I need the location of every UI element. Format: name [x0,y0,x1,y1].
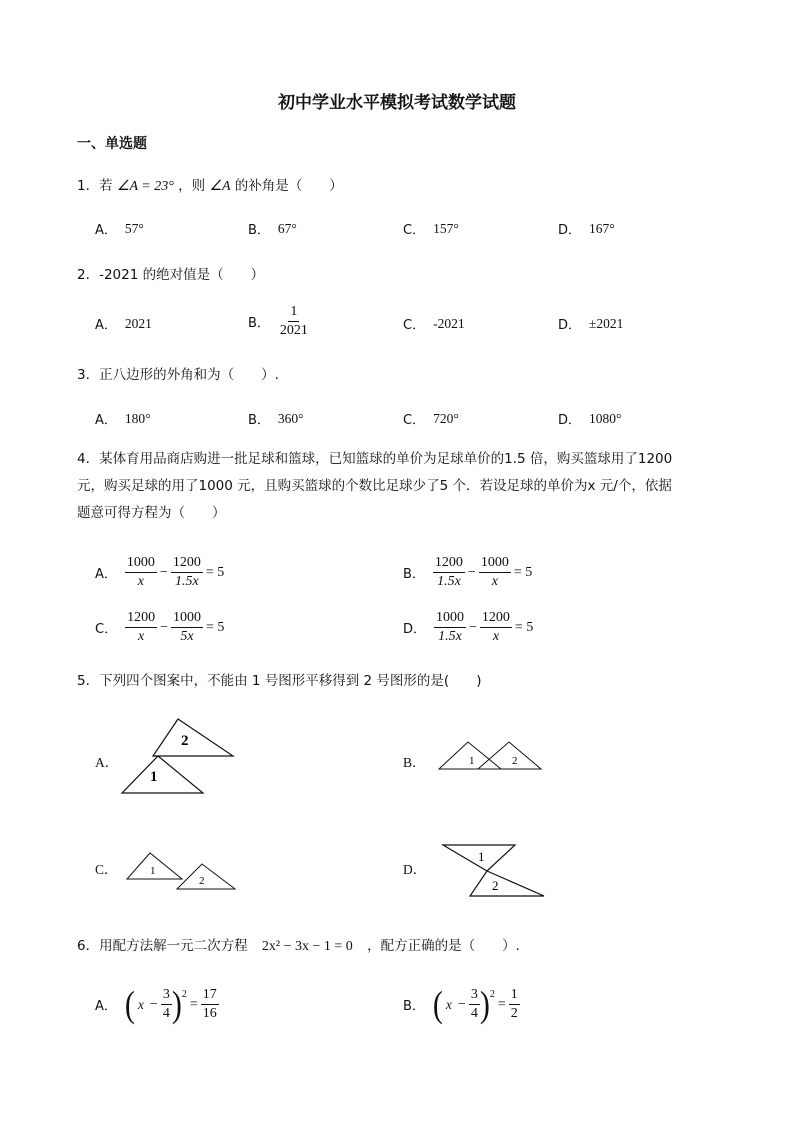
q1-option-d[interactable]: D． 167° [558,220,615,238]
q2-option-b[interactable]: B． $\frac{1}{2021}$ [248,304,308,338]
q2-option-d[interactable]: D． ±2021 [558,315,624,333]
question-4-stem [77,446,717,527]
q1-option-b[interactable]: B． 67° [248,220,297,238]
svg-text:2: 2 [181,733,189,749]
q1-option-c[interactable]: C． 157° [403,220,459,238]
q1-mid: ，则 [178,178,206,194]
q1-option-a[interactable]: A． 57° [95,220,144,238]
page-title: 初中学业水平模拟考试数学试题 [278,93,516,113]
q1-angle: ∠A = 23° [116,179,174,194]
q3-option-a[interactable]: A． 180° [95,410,151,428]
q4-line-2: 元，购买足球的用了1000 元，且购买篮球的个数比足球少了5 个．若设足球的单价为x 元/个，依据 [77,478,672,494]
q4-option-c[interactable]: C． $\frac{1200}{x}$ − $\frac{1000}{5x}$ = 5 [95,610,225,644]
q5-option-c-label[interactable]: C． [95,862,118,877]
q5-figure-a [118,716,238,796]
svg-text:1: 1 [150,865,156,877]
q4-option-a[interactable]: A． $\frac{1000}{x}$ − $\frac{1200}{1.5x}$ = 5 [95,555,225,589]
q2-option-c[interactable]: C． -2021 [403,315,465,333]
q2-fraction: $\frac{1}{2021}$ [279,304,308,338]
q3-option-d[interactable]: D． 1080° [558,410,622,428]
question-3-stem: 3．正八边形的外角和为（ ）. [77,367,279,383]
q5-figure-d [440,842,548,900]
q5-option-b-label[interactable]: B． [403,755,426,770]
question-1-stem [77,174,343,195]
q1-tail: 的补角是（ ） [234,178,343,194]
section-header: 一、单选题 [77,136,147,152]
q1-number: 1．若 [77,178,113,194]
svg-text:1: 1 [478,849,485,864]
q5-option-d-label[interactable]: D． [403,862,427,877]
q5-option-a-label[interactable]: A． [95,755,119,770]
svg-text:1: 1 [469,755,475,767]
question-6-stem [77,934,520,955]
q5-figure-b [436,739,544,773]
svg-text:2: 2 [492,878,499,893]
svg-text:1: 1 [150,769,158,785]
q2-option-a[interactable]: A． 2021 [95,315,152,333]
q4-line-3: 题意可得方程为（ ） [77,505,226,521]
svg-text:2: 2 [512,755,518,767]
question-5-stem: 5．下列四个图案中，不能由 1 号图形平移得到 2 号图形的是( ) [77,673,482,689]
q6-option-b[interactable]: B． ( x − $\frac{3}{4}$ ) $^2$ = $\frac{1}{2}$ [403,983,518,1025]
q6-equation: 2x² − 3x − 1 = 0 [261,939,353,954]
question-2-stem: 2．-2021 的绝对值是（ ） [77,267,265,283]
q3-option-b[interactable]: B． 360° [248,410,304,428]
q4-line-1: 4．某体育用品商店购进一批足球和篮球，已知篮球的单价为足球单价的1.5 倍，购买篮球用了1200 [77,451,673,467]
q6-option-a[interactable]: A． ( x − $\frac{3}{4}$ ) $^2$ = $\frac{17}{16}$ [95,983,217,1025]
q1-angle-ref: ∠A [209,179,231,194]
svg-text:2: 2 [199,875,205,887]
q6-stem-tail: ，配方正确的是（ ）. [367,938,520,954]
q6-stem-lead: 6．用配方法解一元二次方程 [77,938,248,954]
q4-option-b[interactable]: B． $\frac{1200}{1.5x}$ − $\frac{1000}{x}$ = 5 [403,555,533,589]
q3-option-c[interactable]: C． 720° [403,410,459,428]
q4-option-d[interactable]: D． $\frac{1000}{1.5x}$ − $\frac{1200}{x}$ = 5 [403,610,534,644]
q5-figure-c [124,850,238,892]
